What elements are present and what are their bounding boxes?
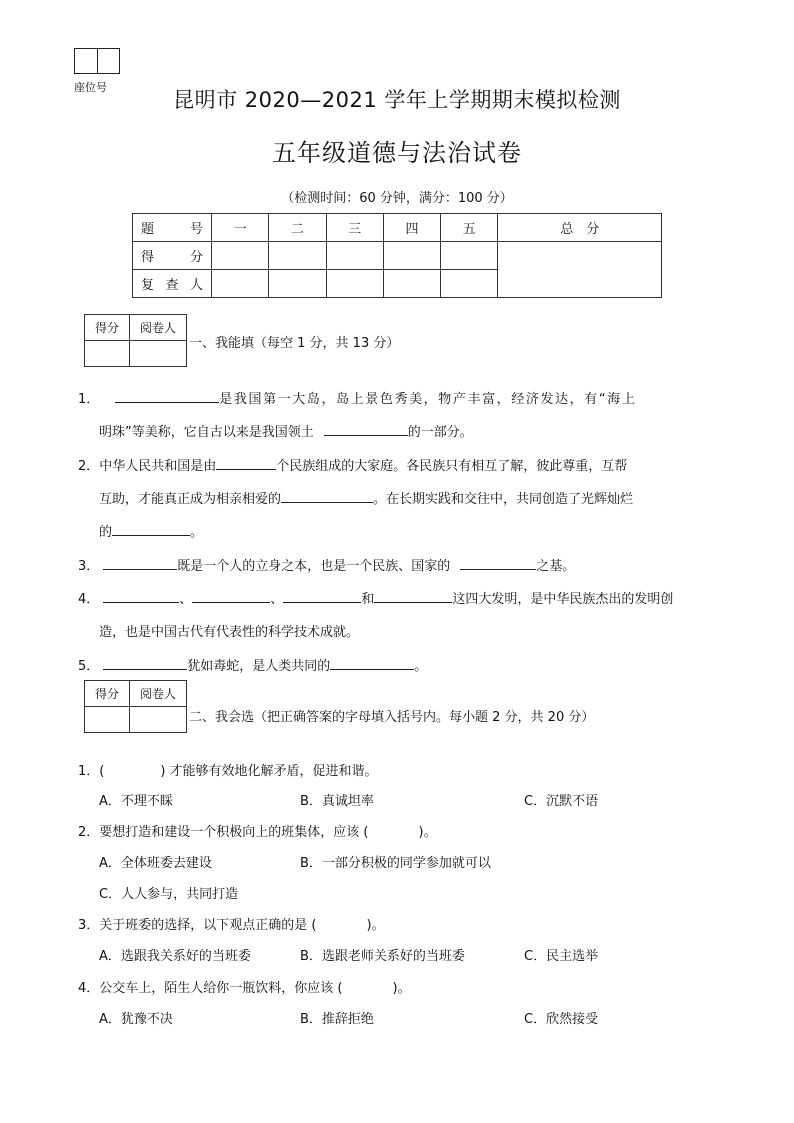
exam-title-line2: 五年级道德与法治试卷 [272,139,522,167]
question-text: 犹如毒蛇，是人类共同的 [187,659,331,674]
question-2-line1 [78,455,627,474]
question-text: 的一部分。 [407,425,473,440]
question-1-line1 [78,388,636,407]
exam-title-line1: 昆明市 2020—2021 学年上学期期末模拟检测 [173,88,621,112]
score-cell[interactable] [326,242,383,270]
option-c: C．欣然接受 [524,1012,599,1027]
score-cell[interactable] [212,242,269,270]
reviewer-row-label: 复 查 人 [133,270,212,298]
option-b: B．真诚坦率 [300,794,374,809]
choice-question-4 [78,977,411,996]
fill-blank[interactable] [330,655,414,670]
question-number: 1．( [78,764,105,779]
question-text: 。 [190,525,204,540]
fill-blank[interactable] [112,521,190,536]
answer-bracket[interactable] [317,915,367,929]
question-number: 3． [78,559,100,574]
seat-box [98,48,121,74]
choice-question-3 [78,914,385,933]
column-header: 三 [326,214,383,242]
question-text: 的 [99,525,113,540]
column-header: 一 [212,214,269,242]
score-row [133,242,662,270]
question-text: )。 [392,981,411,996]
question-number: 3． [78,918,100,933]
question-3 [78,555,575,574]
column-header: 二 [269,214,326,242]
question-text: 互助，才能真正成为相亲相爱的 [99,492,282,507]
score-cell[interactable] [269,242,326,270]
question-text: 要想打造和建设一个积极向上的班集体，应该 ( [99,825,369,840]
answer-bracket[interactable] [104,761,160,775]
question-text: 造，也是中国古代有代表性的科学技术成就。 [99,625,360,640]
fill-blank[interactable] [192,588,270,603]
grader-score-label: 得分 [85,315,130,341]
score-row-label: 得 分 [133,242,212,270]
answer-bracket[interactable] [369,822,419,836]
question-number: 4． [78,592,100,607]
fill-blank[interactable] [281,488,373,503]
question-2-line2 [99,488,633,507]
answer-bracket[interactable] [343,978,393,992]
option-a: A．不理不睬 [99,794,173,809]
reviewer-cell[interactable] [269,270,326,298]
reviewer-cell[interactable] [441,270,498,298]
question-number: 5． [78,659,100,674]
question-text: )。 [366,918,385,933]
question-5 [78,655,427,674]
column-header: 五 [441,214,498,242]
question-number: 4． [78,981,100,996]
option-c: C．民主选举 [524,949,599,964]
reviewer-cell[interactable] [326,270,383,298]
score-table-header-row [133,214,662,242]
option-b: B．一部分积极的同学参加就可以 [300,856,491,871]
option-c: C．人人参与，共同打造 [99,887,239,902]
total-score-cell[interactable] [498,242,662,298]
separator: 、 [270,592,284,607]
question-text: ) 才能够有效地化解矛盾，促进和谐。 [160,764,378,779]
grader-score-cell[interactable] [85,707,130,733]
exam-subtitle: （检测时间：60 分钟，满分：100 分） [281,191,513,206]
question-text: 之基。 [536,559,576,574]
question-1-line2 [99,421,473,440]
question-text: 是我国第一大岛，岛上景色秀美，物产丰富，经济发达，有“海上 [219,392,637,407]
option-b: B．选跟老师关系好的当班委 [300,949,465,964]
grader-name-cell[interactable] [130,341,187,367]
question-text: 个民族组成的大家庭。各民族只有相互了解，彼此尊重，互帮 [276,459,628,474]
score-table [132,213,662,298]
grader-name-label: 阅卷人 [130,315,187,341]
column-header-total: 总 分 [498,214,662,242]
section1-title: 一、我能填（每空 1 分，共 13 分） [189,336,400,351]
fill-blank[interactable] [115,388,219,403]
grader-name-label: 阅卷人 [130,681,187,707]
question-number: 2． [78,459,100,474]
fill-blank[interactable] [460,555,536,570]
question-text: 这四大发明，是中华民族杰出的发明创 [452,592,674,607]
option-a: A．全体班委去建设 [99,856,212,871]
seat-box [74,48,98,74]
separator: 、 [179,592,193,607]
grader-score-label: 得分 [85,681,130,707]
question-4-line2 [99,621,359,640]
fill-blank[interactable] [374,588,452,603]
option-a: A．选跟我关系好的当班委 [99,949,251,964]
grader-name-cell[interactable] [130,707,187,733]
question-text: 关于班委的选择，以下观点正确的是 ( [99,918,317,933]
grader-score-cell[interactable] [85,341,130,367]
fill-blank[interactable] [283,588,361,603]
option-c: C．沉默不语 [524,794,599,809]
question-text: 既是一个人的立身之本，也是一个民族、国家的 [177,559,451,574]
score-cell[interactable] [383,242,440,270]
seat-number-boxes [74,48,120,74]
question-number: 1． [78,392,100,407]
header-label: 题 号 [133,214,212,242]
score-cell[interactable] [441,242,498,270]
question-text: 。在长期实践和交往中，共同创造了光辉灿烂 [373,492,634,507]
question-text: 中华人民共和国是由 [99,459,217,474]
question-text: 。 [414,659,428,674]
grader-box-section2 [84,680,187,733]
question-text: 和 [361,592,375,607]
fill-blank[interactable] [103,655,187,670]
question-text: 明珠”等美称，它自古以来是我国领土 [99,425,314,440]
seat-label: 座位号 [74,81,107,94]
grader-box-section1 [84,314,187,367]
option-a: A．犹豫不决 [99,1012,173,1027]
question-2-line3 [99,521,203,540]
reviewer-cell[interactable] [212,270,269,298]
fill-blank[interactable] [216,455,276,470]
question-number: 2． [78,825,100,840]
section2-title: 二、我会选（把正确答案的字母填入括号内。每小题 2 分，共 20 分） [189,710,595,725]
column-header: 四 [383,214,440,242]
fill-blank[interactable] [324,421,408,436]
fill-blank[interactable] [103,588,179,603]
fill-blank[interactable] [103,555,177,570]
option-b: B．推辞拒绝 [300,1012,374,1027]
question-text: )。 [418,825,437,840]
choice-question-2 [78,821,437,840]
question-4-line1 [78,588,673,607]
choice-question-1 [78,760,378,779]
reviewer-cell[interactable] [383,270,440,298]
question-text: 公交车上，陌生人给你一瓶饮料，你应该 ( [99,981,343,996]
